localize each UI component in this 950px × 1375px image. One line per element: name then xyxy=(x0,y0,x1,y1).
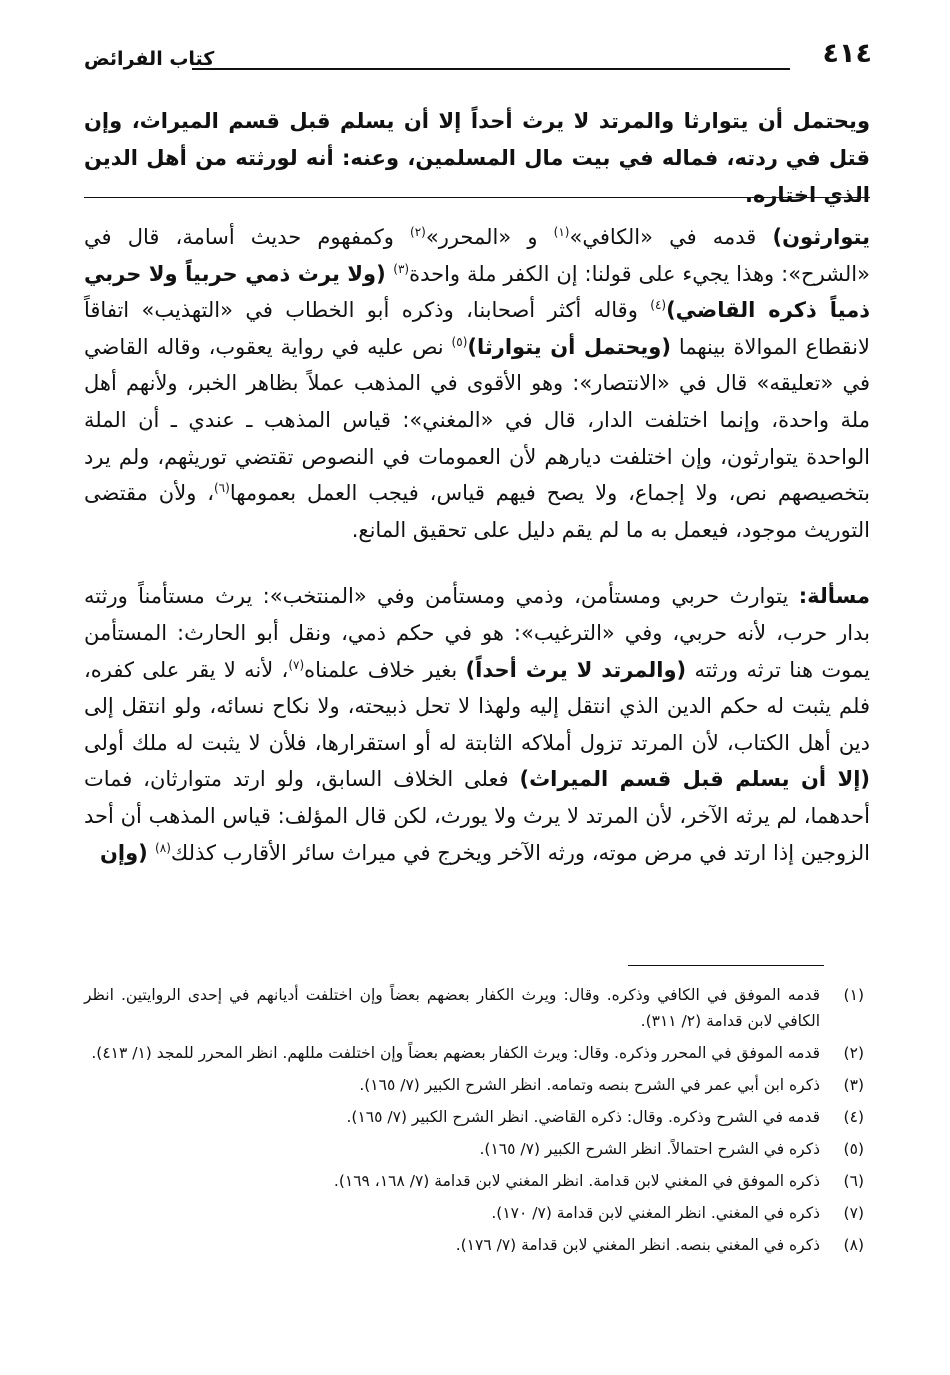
sharh-text-run: قدمه في «الكافي» xyxy=(569,225,773,249)
footnote-item xyxy=(84,1232,864,1258)
footnote-item xyxy=(84,1040,864,1066)
sharh-bold: مسألة: xyxy=(798,584,870,609)
footnote-text: قدمه الموفق في المحرر وذكره. وقال: ويرث الكفار بعضهم بعضاً وإن اختلفت مللهم. انظر المحرر للمجد (١/ ٤١٣). xyxy=(91,1044,820,1062)
sharh-text-run: يتوارث حربي ومستأمن، وذمي ومستأمن وفي «المنتخب»: يرث مستأمناً ورثته بدار حرب، لأنه حربي، وفي «الترغيب»: هو في حكم ذمي، ونقل أبو الحارث: المستأمن يموت هنا ترثه ورثته xyxy=(84,584,870,682)
page-header xyxy=(84,38,872,78)
footnote-text: ذكره في الشرح احتمالاً. انظر الشرح الكبير (٧/ ١٦٥). xyxy=(479,1140,820,1158)
footnote-number: (٥) xyxy=(843,1140,864,1158)
footnote-number: (٨) xyxy=(843,1236,864,1254)
matn-line-2: ردته، فماله في بيت مال المسلمين، وعنه: أنه لورثته من أهل الدين الذي اختاره. xyxy=(84,146,870,207)
footnote-number: (١) xyxy=(843,986,864,1004)
footnote-number: (٤) xyxy=(843,1108,864,1126)
footnote-item xyxy=(84,1072,864,1098)
footnote-number: (٣) xyxy=(843,1076,864,1094)
footnote-text: ذكره الموفق في المغني لابن قدامة. انظر المغني لابن قدامة (٧/ ١٦٨، ١٦٩). xyxy=(333,1172,820,1190)
footnote-ref: (٧) xyxy=(288,657,305,672)
sharh-bold: (والمرتد لا يرث أحداً) xyxy=(465,657,687,682)
sharh-paragraph-2 xyxy=(84,578,870,871)
footnote-ref: (٣) xyxy=(393,261,410,276)
book-title: كتاب الفرائض xyxy=(84,48,215,70)
sharh-bold: (إلا أن يسلم قبل قسم الميراث) xyxy=(519,767,870,792)
footnote-ref: (١) xyxy=(553,225,570,239)
footnote-ref: (٥) xyxy=(451,334,468,349)
footnote-item xyxy=(84,1168,864,1194)
sharh-text-run: ، ولأن مقتضى التوريث موجود، فيعمل به ما لم يقم دليل على تحقيق المانع. xyxy=(84,481,870,542)
sharh-text-run: وكمفهوم حديث أسامة، قال في «الشرح»: وهذا يجيء على قولنا: إن الكفر ملة واحدة xyxy=(84,225,870,286)
sharh-bold: يتوارثون) xyxy=(772,225,870,249)
sharh-text-run: فعلى الخلاف السابق، ولو ارتد متوارثان، فمات أحدهما، لم يرثه الآخر، لأن المرتد لا يرث ولا يورث، لكن قال المؤلف: قياس المذهب أن أحد الزوجين إذا ارتد في مرض موته، ورثه الآخر ويخرج في ميراث سائر الأقارب كذلك xyxy=(84,767,870,865)
sharh-text-run: نص عليه في رواية يعقوب، وقاله القاضي في «تعليقه» قال في «الانتصار»: وهو الأقوى في المذهب عملاً بظاهر الخبر، ولأنهم أهل ملة واحدة، وإنما اختلفت الدار، قال في «المغني»: قياس المذهب ـ عندي ـ أن الملة الواحدة يتوارثون، وإن اختلفت ديارهم لأن العمومات في النصوص تقتضي توريثهم، ولم يرد بتخصيصهم نص، ولا إجماع، ولا يصح فيهم قياس، فيجب العمل بعمومها xyxy=(84,334,870,506)
sharh-text-run: وقاله أكثر أصحابنا، وذكره أبو الخطاب في «التهذيب» اتفاقاً لانقطاع الموالاة بينهما xyxy=(84,298,870,359)
footnote-text: ذكره في المغني. انظر المغني لابن قدامة (٧/ ١٧٠). xyxy=(491,1204,820,1222)
footnote-text: ذكره ابن أبي عمر في الشرح بنصه وتمامه. انظر الشرح الكبير (٧/ ١٦٥). xyxy=(359,1076,820,1094)
header-rule xyxy=(192,68,790,70)
footnote-text: ذكره في المغني بنصه. انظر المغني لابن قدامة (٧/ ١٧٦). xyxy=(455,1236,820,1254)
footnote-ref: (٤) xyxy=(650,298,667,313)
footnote-item xyxy=(84,1136,864,1162)
footnote-text: قدمه في الشرح وذكره. وقال: ذكره القاضي. انظر الشرح الكبير (٧/ ١٦٥). xyxy=(346,1108,820,1126)
footnote-ref: (٨) xyxy=(155,840,171,855)
footnote-number: (٦) xyxy=(843,1172,864,1190)
footnote-number: (٧) xyxy=(843,1204,864,1222)
sharh-bold: (وإن xyxy=(99,840,156,865)
footnotes xyxy=(84,982,864,1264)
footnote-item xyxy=(84,1104,864,1130)
footnote-text: قدمه الموفق في الكافي وذكره. وقال: ويرث الكفار بعضهم بعضاً وإن اختلفت أديانهم في إحدى الروايتين. انظر الكافي لابن قدامة (٢/ ٣١١). xyxy=(84,986,820,1030)
sharh-paragraph-1 xyxy=(84,219,870,548)
matn-separator xyxy=(84,197,870,198)
sharh-text-run: بغير خلاف علمناه xyxy=(304,657,466,682)
footnote-item xyxy=(84,1200,864,1226)
sharh-bold: (ويحتمل أن يتوارثا) xyxy=(467,334,671,359)
matn-line-1: ويحتمل أن يتوارثا والمرتد لا يرث أحداً إلا أن يسلم قبل قسم الميراث، وإن قتل في xyxy=(84,109,870,170)
sharh-text xyxy=(84,219,870,871)
footnote-ref: (٢) xyxy=(410,225,426,239)
footnote-ref: (٦) xyxy=(213,481,230,496)
footnote-item xyxy=(84,982,864,1034)
page-number: ٤١٤ xyxy=(822,38,872,69)
sharh-bold: (ولا يرث ذمي حربياً ولا حربي ذمياً ذكره القاضي) xyxy=(84,261,871,323)
sharh-text-run: و «المحرر» xyxy=(425,225,554,249)
footnote-number: (٢) xyxy=(843,1044,864,1062)
sharh-text-run: ، لأنه لا يقر على كفره، فلم يثبت له حكم الدين الذي انتقل إليه ولهذا لا تحل ذبيحته، ولا نكاح نسائه، ولو انتقل إلى دين أهل الكتاب، لأن المرتد تزول أملاكه الثابتة له أو استقرارها، فلأن لا يثبت له ملك أولى xyxy=(84,657,870,755)
footnote-separator xyxy=(628,965,824,966)
